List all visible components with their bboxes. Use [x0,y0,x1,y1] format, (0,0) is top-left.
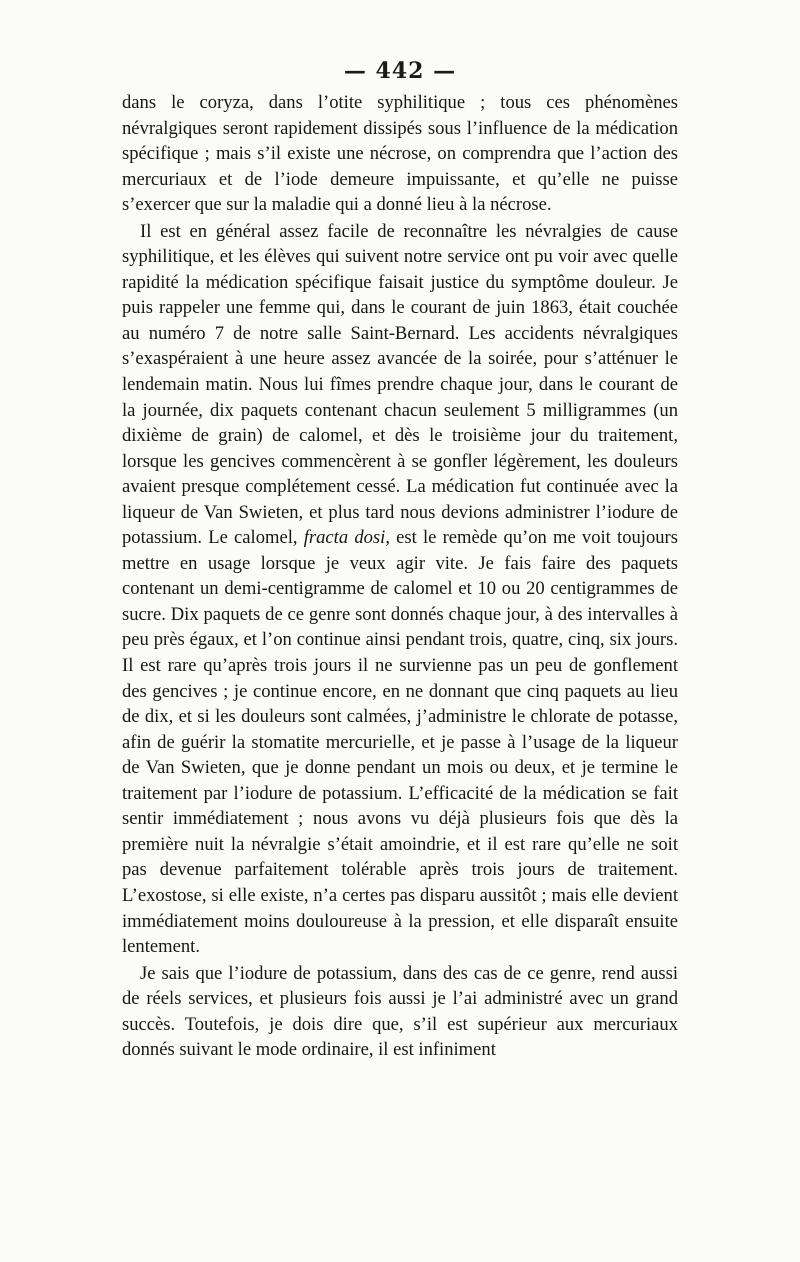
paragraph-1-text: dans le coryza, dans l’otite syphilitique ; tous ces phénomènes névralgiques seront rapidement dissipés sous l’influence de la médication spécifique ; mais s’il existe une nécrose, on comprendra que l’action des mercuriaux et de l’iode demeure impuissante, et qu’elle ne puisse s’exercer que sur la maladie qui a donné lieu à la nécrose. [122,92,678,216]
page-number: — 442 — [343,58,457,84]
body-text [122,90,678,1063]
paragraph-2-text-part-1: Il est en général assez facile de reconnaître les névralgies de cause syphilitique, et les élèves qui suivent notre service ont pu voir avec quelle rapidité la médication spécifique faisait justice du symptôme douleur. Je puis rappeler une femme qui, dans le courant de juin 1863, était couchée au numéro 7 de notre salle Saint-Bernard. Les accidents névralgiques s’exaspéraient à une heure assez avancée de la soirée, pour s’atténuer le lendemain matin. Nous lui fîmes prendre chaque jour, dans le courant de la journée, dix paquets contenant chacun seulement 5 milligrammes (un dixième de grain) de calomel, et dès le troisième jour du traitement, lorsque les gencives commencèrent à se gonfler légèrement, les douleurs avaient presque complétement cessé. La médication fut continuée avec la liqueur de Van Swieten, et plus tard nous devions administrer l’iodure de potassium. Le calomel, [122,220,678,549]
paragraph-2 [122,219,678,960]
latin-phrase: fracta dosi [303,527,386,549]
paragraph-1 [122,90,678,218]
paragraph-3-text: Je sais que l’iodure de potassium, dans des cas de ce genre, rend aussi de réels services, et plusieurs fois aussi je l’ai administré avec un grand succès. Toutefois, je dois dire que, s’il est supérieur aux mercuriaux donnés suivant le mode ordinaire, il est infiniment [122,962,678,1061]
paragraph-3 [122,961,678,1063]
paragraph-2-text-part-2: , est le remède qu’on me voit toujours mettre en usage lorsque je veux agir vite. Je fais faire des paquets contenant un demi-centigramme de calomel et 10 ou 20 centigrammes de sucre. Dix paquets de ce genre sont donnés chaque jour, à des intervalles à peu près égaux, et l’on continue ainsi pendant trois, quatre, cinq, six jours. Il est rare qu’après trois jours il ne survienne pas un peu de gonflement des gencives ; je continue encore, en ne donnant que cinq paquets au lieu de dix, et si les douleurs sont calmées, j’administre le chlorate de potasse, afin de guérir la stomatite mercurielle, et je passe à l’usage de la liqueur de Van Swieten, que je donne pendant un mois ou deux, et je termine le traitement par l’iodure de potassium. L’efficacité de la médication se fait sentir immédiatement ; nous avons vu déjà plusieurs fois que dès la première nuit la névralgie s’était amoindrie, et il est rare qu’elle ne soit pas devenue parfaitement tolérable après trois jours de traitement. L’exostose, si elle existe, n’a certes pas disparu aussitôt ; mais elle devient immédiatement moins douloureuse à la pression, et elle disparaît ensuite lentement. [122,527,678,958]
